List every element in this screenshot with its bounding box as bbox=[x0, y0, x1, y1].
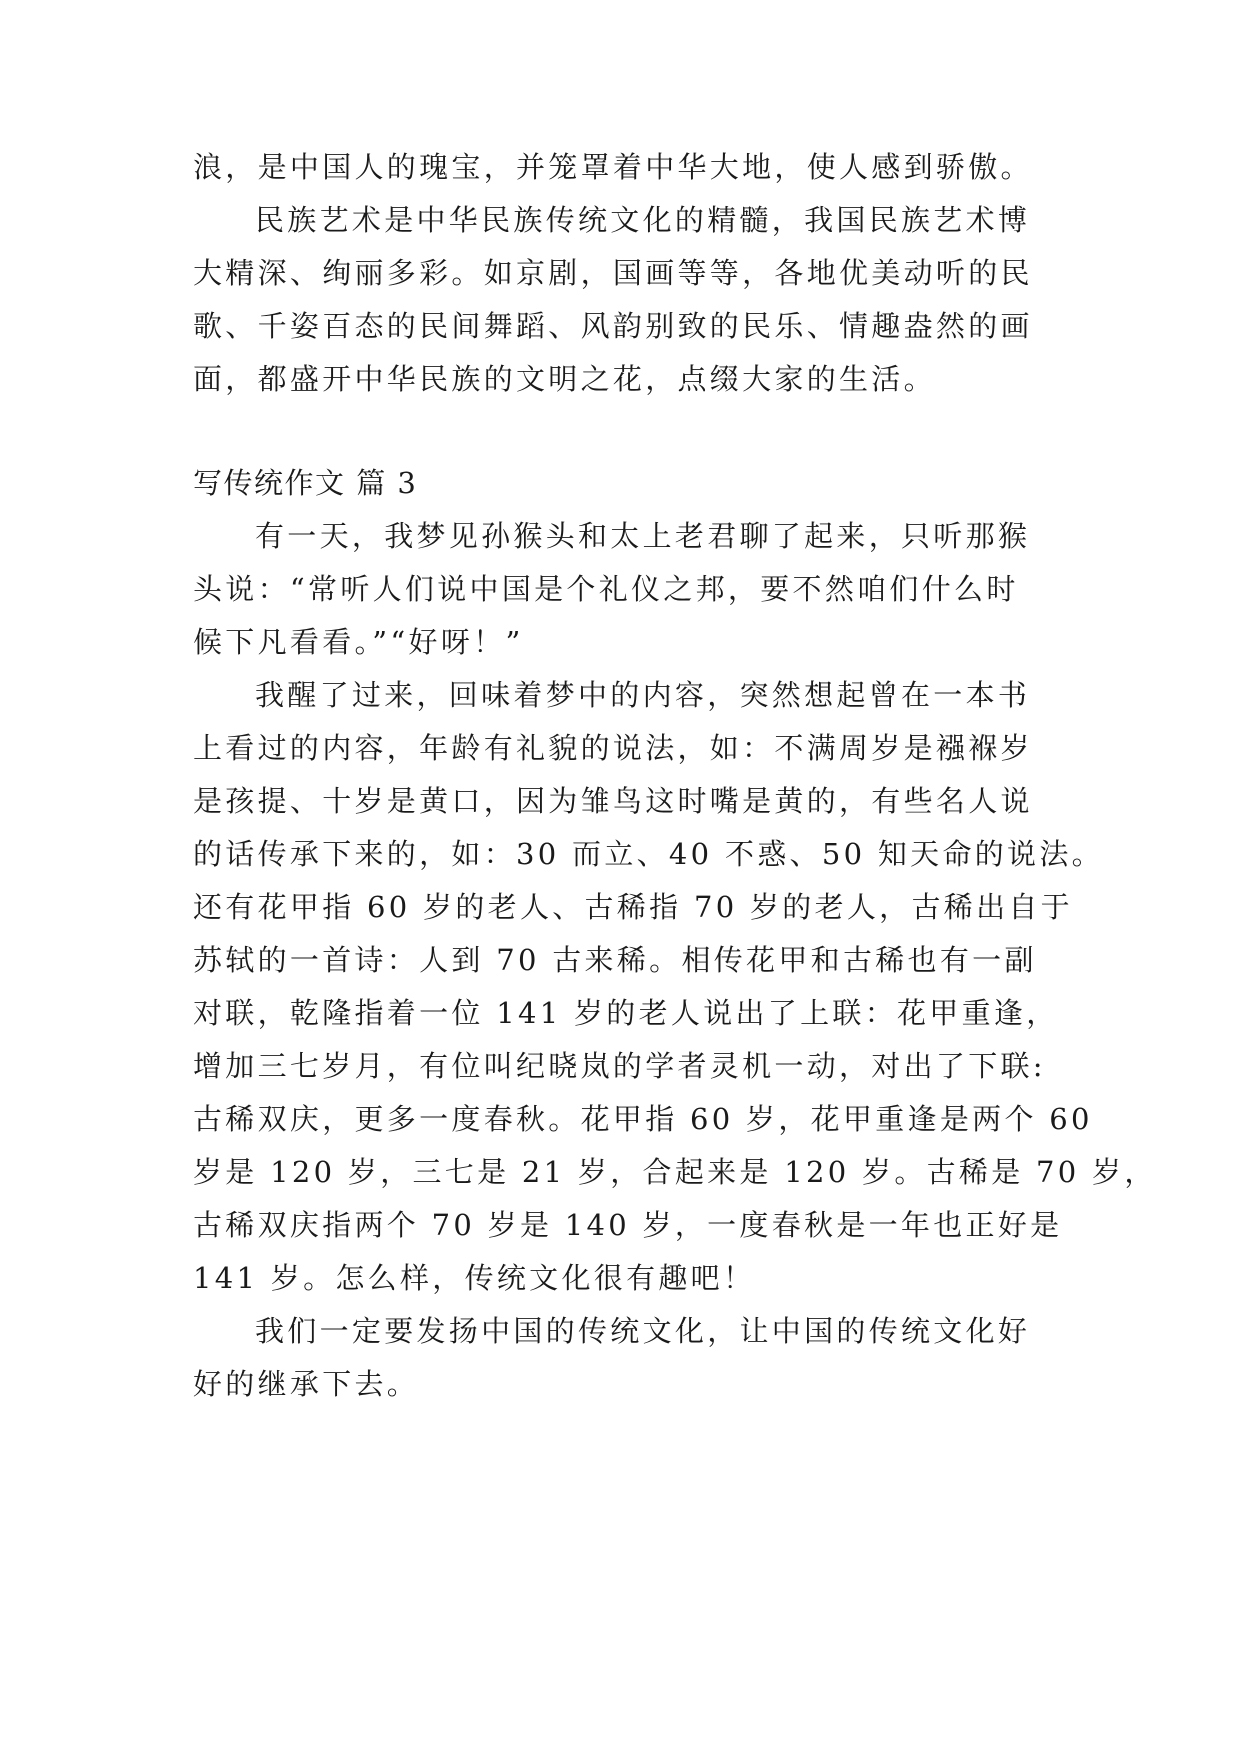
paragraph-line: 苏轼的一首诗：人到 70 古来稀。相传花甲和古稀也有一副 bbox=[193, 943, 1037, 977]
paragraph-line: 浪，是中国人的瑰宝，并笼罩着中华大地，使人感到骄傲。 bbox=[193, 150, 1033, 184]
paragraph-line: 是孩提、十岁是黄口，因为雏鸟这时嘴是黄的，有些名人说 bbox=[193, 784, 1033, 818]
paragraph-line: 古稀双庆，更多一度春秋。花甲指 60 岁，花甲重逢是两个 60 bbox=[193, 1102, 1093, 1136]
paragraph-line: 我醒了过来，回味着梦中的内容，突然想起曾在一本书 bbox=[255, 678, 1031, 712]
paragraph-line: 上看过的内容，年龄有礼貌的说法，如：不满周岁是襁褓岁 bbox=[193, 731, 1033, 765]
paragraph-line: 好的继承下去。 bbox=[193, 1367, 420, 1401]
paragraph-line: 增加三七岁月，有位叫纪晓岚的学者灵机一动，对出了下联: bbox=[193, 1049, 1046, 1083]
paragraph-line: 我们一定要发扬中国的传统文化，让中国的传统文化好 bbox=[255, 1314, 1031, 1348]
paragraph-line: 歌、千姿百态的民间舞蹈、风韵别致的民乐、情趣盎然的画 bbox=[193, 309, 1033, 343]
paragraph-line: 还有花甲指 60 岁的老人、古稀指 70 岁的老人，古稀出自于 bbox=[193, 890, 1073, 924]
paragraph-line: 民族艺术是中华民族传统文化的精髓，我国民族艺术博 bbox=[255, 203, 1031, 237]
paragraph-line: 古稀双庆指两个 70 岁是 140 岁，一度春秋是一年也正好是 bbox=[193, 1208, 1063, 1242]
paragraph-line: 141 岁。怎么样，传统文化很有趣吧！ bbox=[193, 1261, 756, 1295]
paragraph-line: 面，都盛开中华民族的文明之花，点缀大家的生活。 bbox=[193, 362, 936, 396]
paragraph-line: 岁是 120 岁，三七是 21 岁，合起来是 120 岁。古稀是 70 岁， bbox=[193, 1155, 1157, 1189]
paragraph-line: 候下凡看看。”“好呀！” bbox=[193, 625, 524, 659]
paragraph-line: 对联，乾隆指着一位 141 岁的老人说出了上联：花甲重逢， bbox=[193, 996, 1059, 1030]
paragraph-line: 大精深、绚丽多彩。如京剧，国画等等，各地优美动听的民 bbox=[193, 256, 1033, 290]
paragraph-line: 头说：“常听人们说中国是个礼仪之邦，要不然咱们什么时 bbox=[193, 572, 1019, 606]
section-heading: 写传统作文 篇 3 bbox=[193, 466, 418, 500]
paragraph-line: 的话传承下来的，如：30 而立、40 不惑、50 知天命的说法。 bbox=[193, 837, 1104, 871]
paragraph-line: 有一天，我梦见孙猴头和太上老君聊了起来，只听那猴 bbox=[255, 519, 1031, 553]
